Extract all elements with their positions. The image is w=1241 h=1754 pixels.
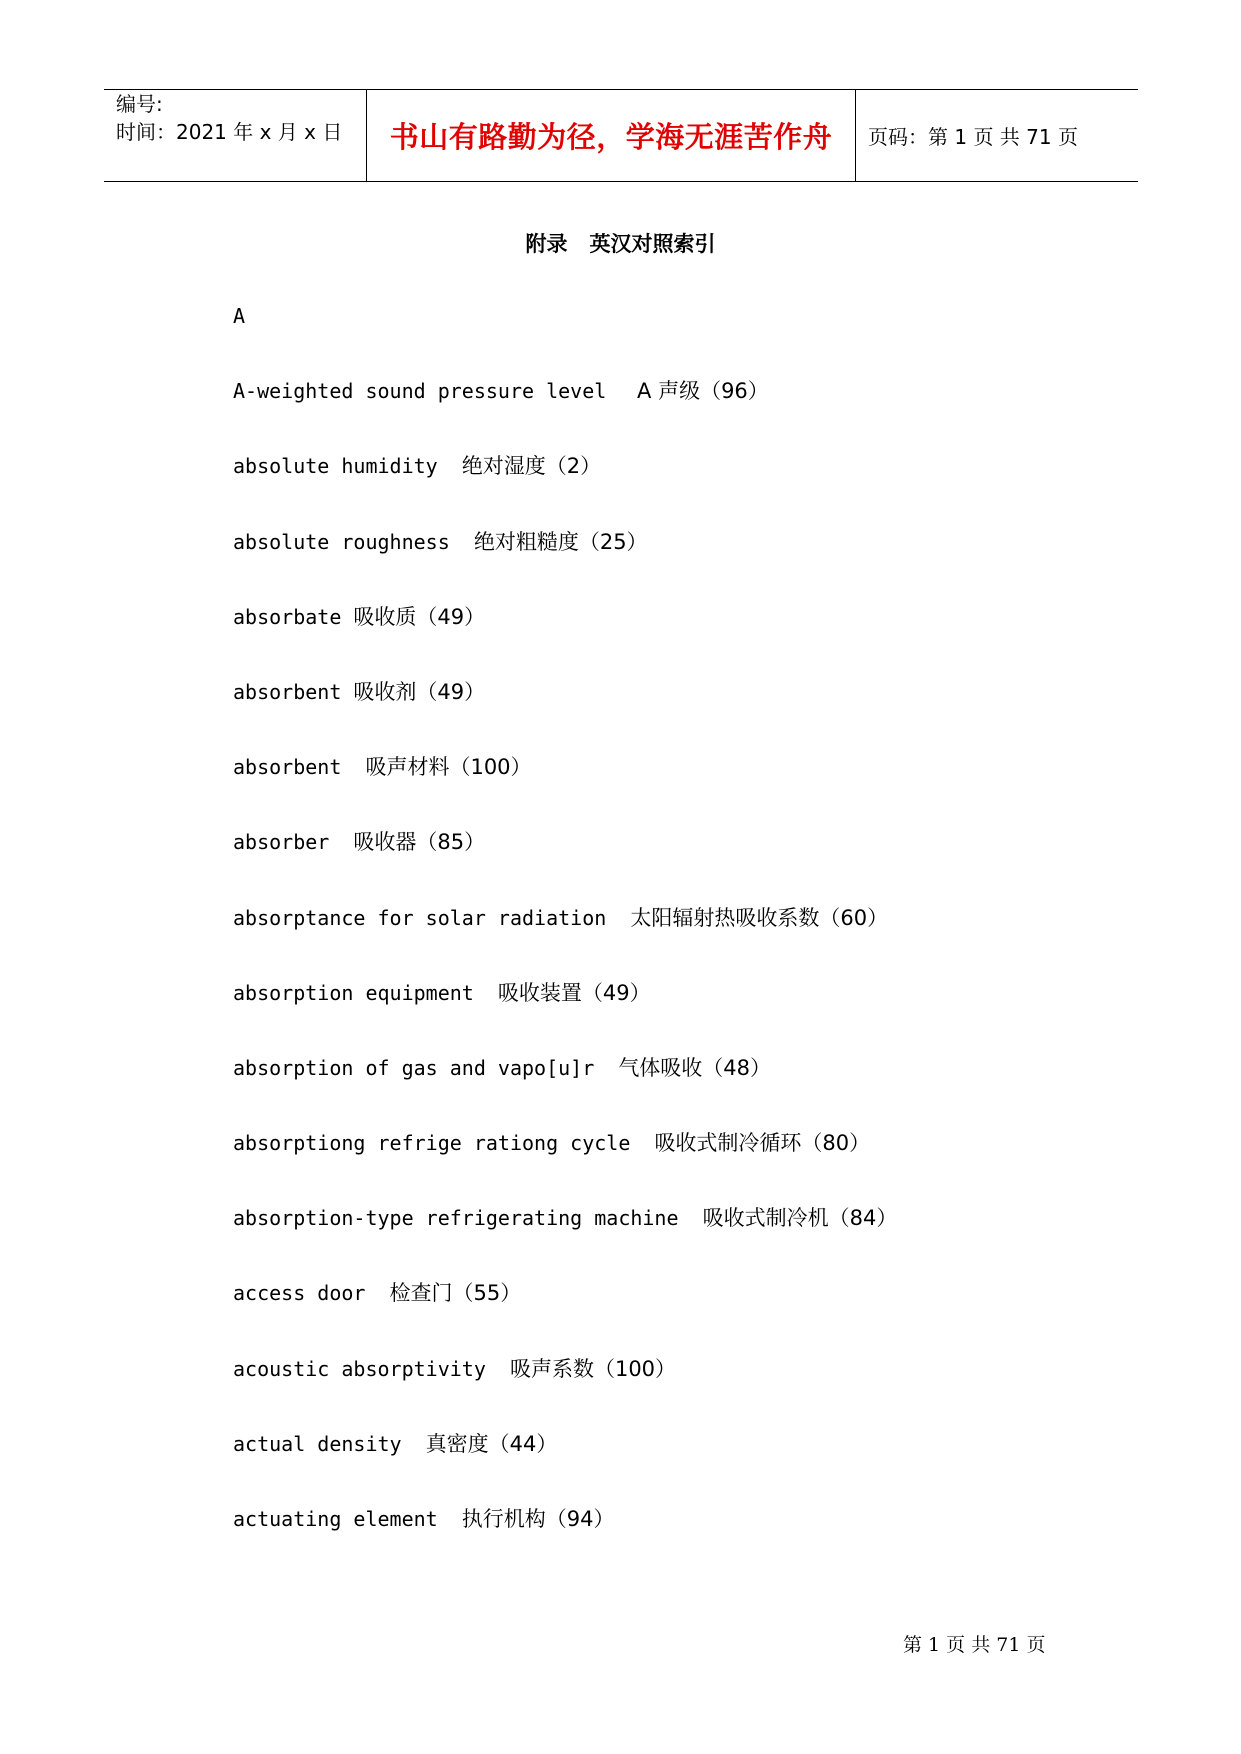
entry-chinese: 绝对湿度（2） [461, 454, 602, 479]
index-entry [233, 980, 1133, 1055]
index-entry [233, 679, 1133, 754]
entry-english: absorptiong refrige rationg cycle [233, 1131, 655, 1156]
header-table [104, 89, 1138, 182]
entry-english: access door [233, 1281, 390, 1306]
index-entry [233, 1130, 1133, 1205]
entry-chinese: 吸声材料（100） [365, 755, 532, 780]
index-entries [233, 303, 1133, 1581]
entry-chinese: A 声级（96） [630, 379, 769, 404]
header-info-cell [104, 90, 367, 181]
index-entry [233, 604, 1133, 679]
index-entry [233, 1055, 1133, 1130]
motto-text: 书山有路勤为径，学海无涯苦作舟 [389, 120, 833, 154]
document-time-label: 时间：2021 年 x 月 x 日 [116, 120, 343, 144]
entry-chinese: 真密度（44） [425, 1431, 558, 1456]
entry-chinese: 吸收装置（49） [497, 980, 651, 1005]
page-title [0, 228, 1241, 258]
entry-english: absolute roughness [233, 529, 474, 554]
index-entry [233, 1205, 1133, 1280]
title-index-name: 英汉对照索引 [589, 232, 716, 256]
entry-english: absorbent [233, 679, 354, 704]
entry-english: absorption-type refrigerating machine [233, 1206, 703, 1231]
index-entry [233, 1280, 1133, 1355]
entry-chinese: 吸收器（85） [353, 830, 486, 855]
header-motto-cell [367, 90, 856, 181]
page-footer: 第 1 页 共 71 页 [903, 1634, 1046, 1656]
page-code-label: 页码：第 1 页 共 71 页 [868, 125, 1078, 149]
document-number-label: 编号: [116, 92, 163, 116]
entry-english: absorption equipment [233, 980, 498, 1005]
index-entry [233, 905, 1133, 980]
entry-english: absorbent [233, 755, 366, 780]
index-entry [233, 1356, 1133, 1431]
entry-chinese: 气体吸收（48） [618, 1055, 772, 1080]
title-appendix: 附录 [525, 232, 568, 256]
entry-chinese: 检查门（55） [389, 1281, 522, 1306]
entry-chinese: 吸声系数（100） [509, 1356, 677, 1381]
entry-chinese: 绝对粗糙度（25） [473, 529, 648, 554]
entry-english: actual density [233, 1431, 426, 1456]
header-page-cell [856, 90, 1138, 181]
entry-english: absorbate [233, 604, 354, 629]
entry-chinese: 吸收质（49） [353, 604, 486, 629]
entry-english: actuating element [233, 1507, 462, 1531]
index-entry [233, 378, 1133, 453]
index-entry [233, 1506, 1133, 1581]
index-entry [233, 1431, 1133, 1506]
entry-english: acoustic absorptivity [233, 1356, 510, 1381]
entry-english: absorber [233, 830, 354, 855]
entry-chinese: 太阳辐射热吸收系数（60） [630, 905, 889, 930]
entry-chinese: 吸收式制冷机（84） [702, 1206, 898, 1231]
index-entry [233, 829, 1133, 904]
index-entry [233, 529, 1133, 604]
entry-english: absorptance for solar radiation [233, 905, 631, 930]
index-entry [233, 453, 1133, 528]
entry-english: absolute humidity [233, 454, 462, 479]
section-letter: A [233, 304, 246, 328]
entry-chinese: 执行机构（94） [461, 1507, 615, 1531]
entry-chinese: 吸收式制冷循环（80） [654, 1131, 871, 1156]
entry-english: A-weighted sound pressure level [233, 379, 631, 404]
entry-english: absorption of gas and vapo[u]r [233, 1055, 619, 1080]
entry-chinese: 吸收剂（49） [353, 679, 486, 704]
index-entry [233, 754, 1133, 829]
